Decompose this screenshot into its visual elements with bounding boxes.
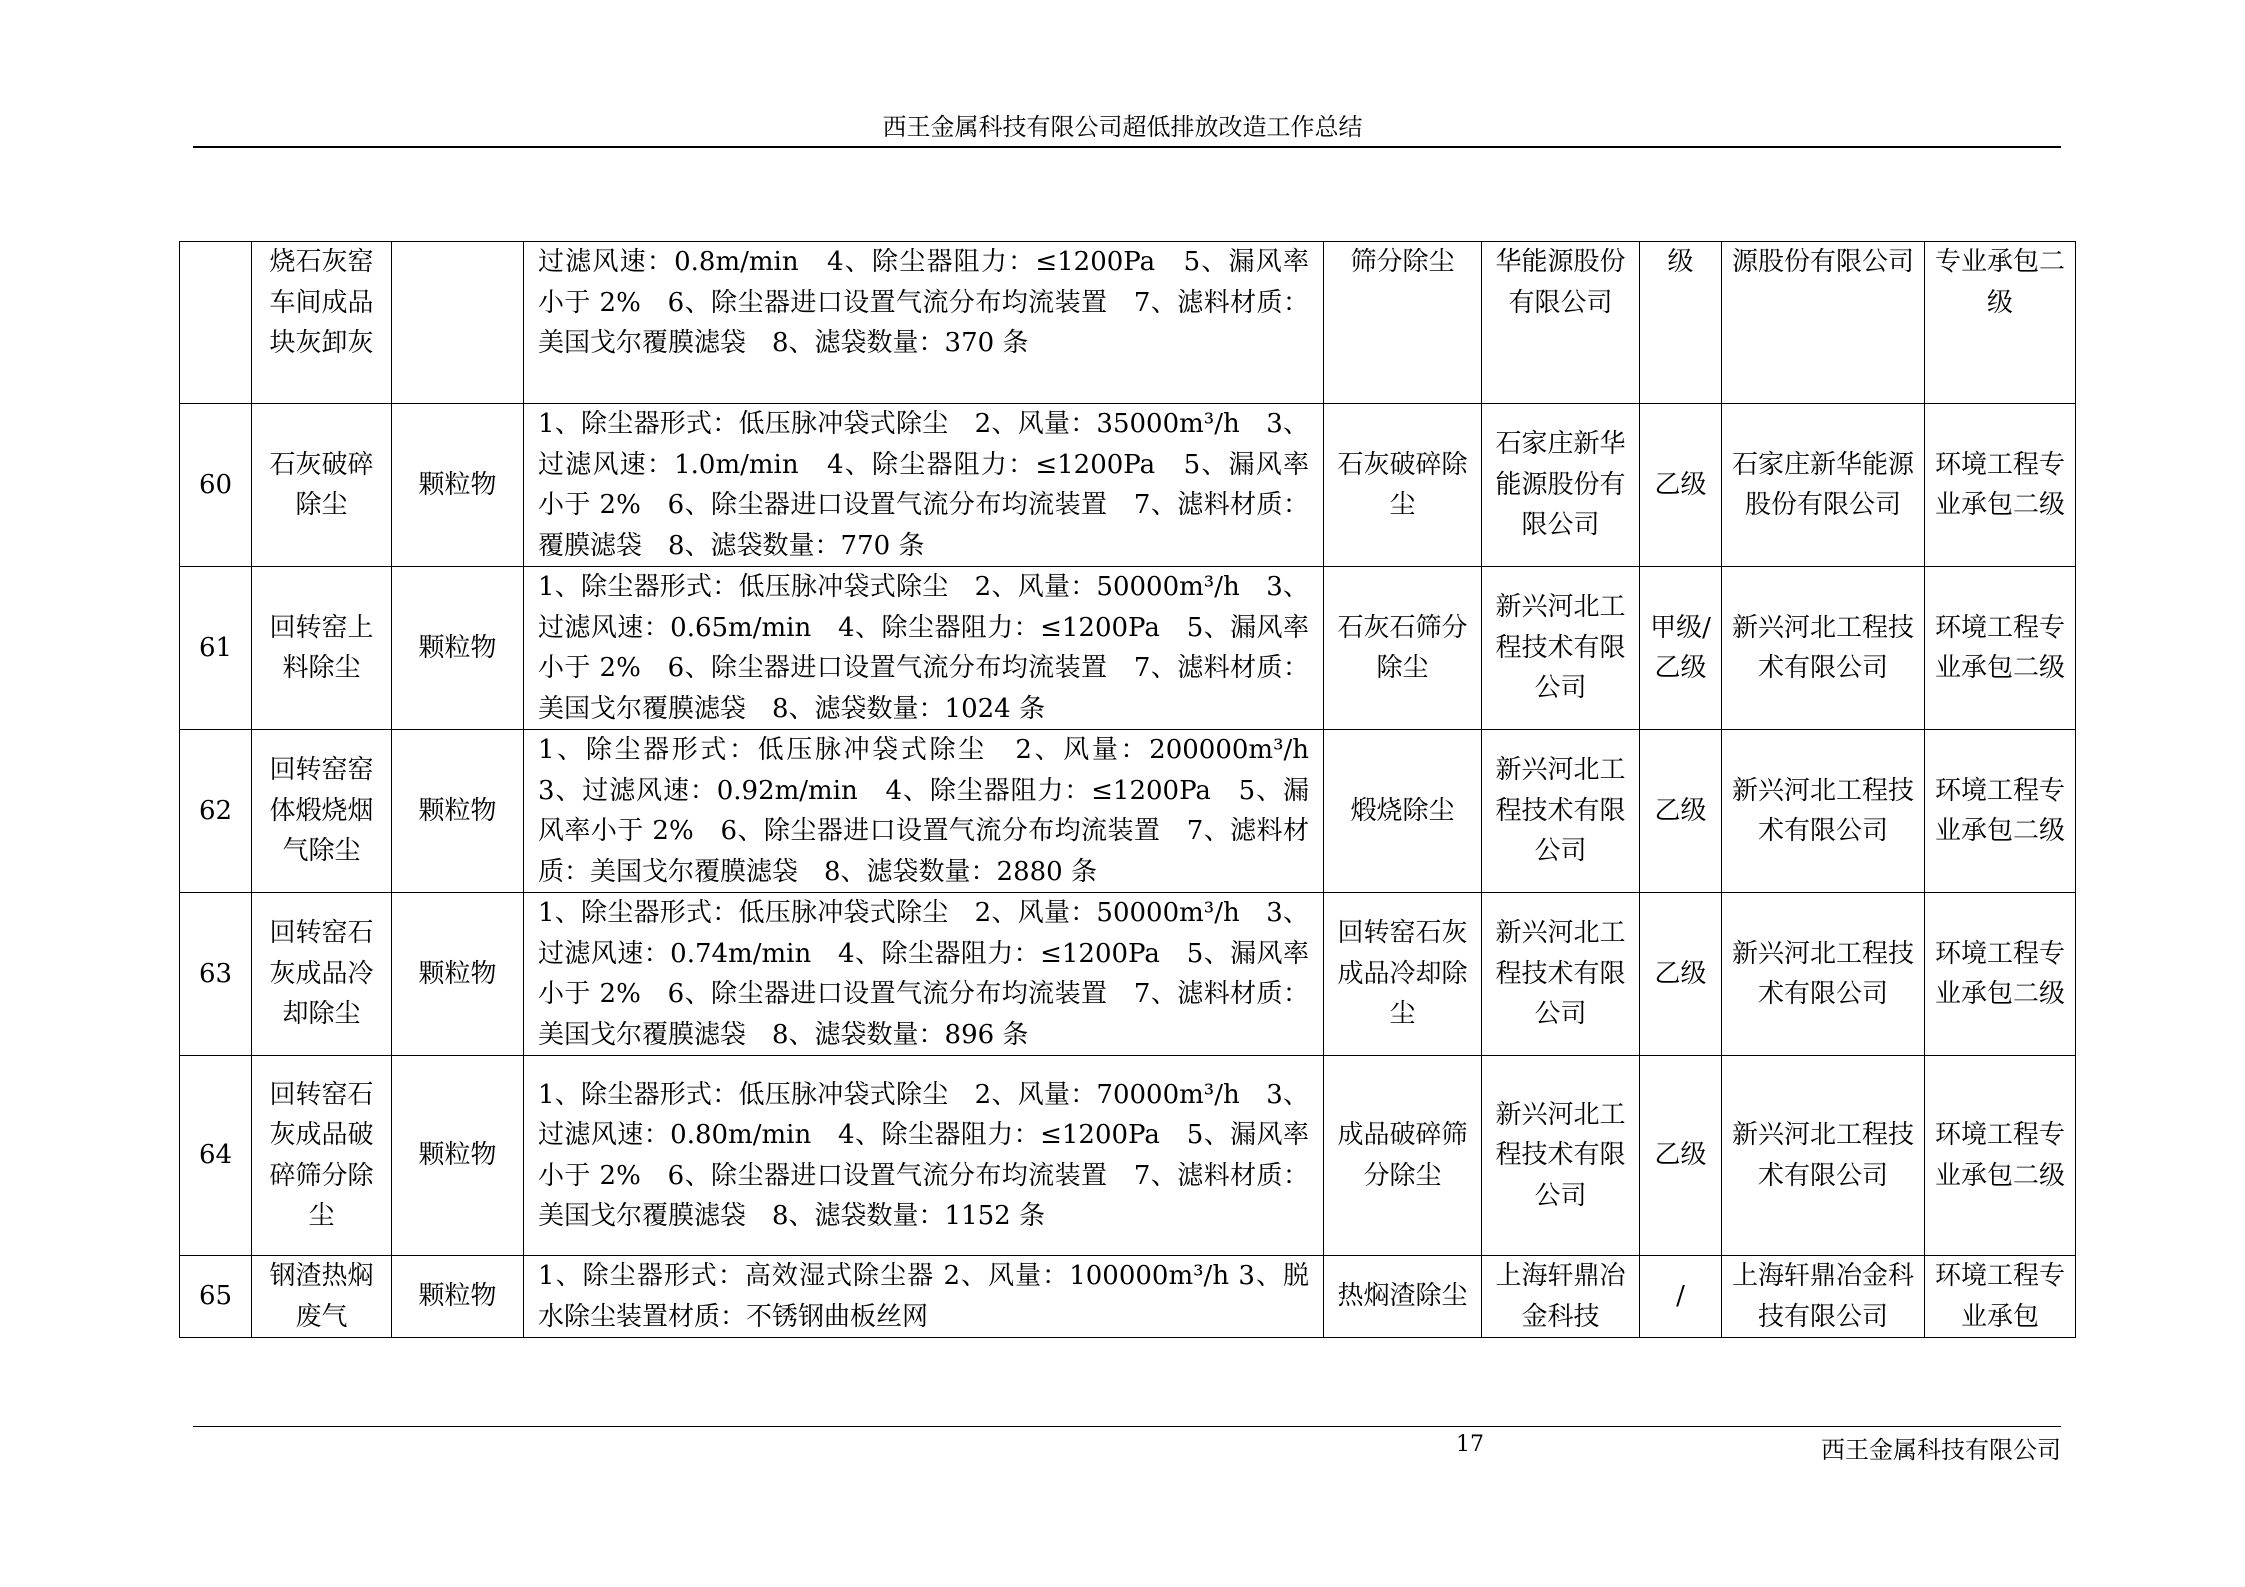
- equipment-description: 1、除尘器形式：低压脉冲袋式除尘 2、风量：70000m³/h 3、过滤风速：0.80m/min 4、除尘器阻力：≤1200Pa 5、漏风率小于 2% 6、除尘器进口设置气流分布均流装置 7、滤料材质：美国戈尔覆膜滤袋 8、滤袋数量：1152 条: [524, 1056, 1324, 1256]
- table-row: [180, 1256, 2076, 1338]
- facility-name: 热焖渣除尘: [1324, 1256, 1482, 1338]
- table-row: [180, 893, 2076, 1056]
- table-row: [180, 567, 2076, 730]
- construction-company: 源股份有限公司: [1722, 242, 1925, 404]
- facility-name: 筛分除尘: [1324, 242, 1482, 404]
- row-number: 61: [180, 567, 252, 730]
- facility-name: 石灰破碎除尘: [1324, 404, 1482, 567]
- design-grade: 级: [1640, 242, 1722, 404]
- page-number: 17: [1456, 1432, 1484, 1457]
- construction-company: 石家庄新华能源股份有限公司: [1722, 404, 1925, 567]
- contractor-qualification: 环境工程专业承包二级: [1925, 404, 2076, 567]
- row-number: 62: [180, 730, 252, 893]
- process-name: 烧石灰窑车间成品块灰卸灰: [252, 242, 392, 404]
- design-grade: 乙级: [1640, 730, 1722, 893]
- header-divider: [193, 146, 2061, 148]
- table-row: [180, 730, 2076, 893]
- pollutant: 颗粒物: [392, 893, 524, 1056]
- row-number: [180, 242, 252, 404]
- pollutant: 颗粒物: [392, 730, 524, 893]
- design-grade: 甲级/乙级: [1640, 567, 1722, 730]
- page-header-title: 西王金属科技有限公司超低排放改造工作总结: [882, 113, 1363, 141]
- design-grade: 乙级: [1640, 404, 1722, 567]
- equipment-description: 1、除尘器形式：低压脉冲袋式除尘 2、风量：50000m³/h 3、过滤风速：0.65m/min 4、除尘器阻力：≤1200Pa 5、漏风率小于 2% 6、除尘器进口设置气流分布均流装置 7、滤料材质：美国戈尔覆膜滤袋 8、滤袋数量：1024 条: [524, 567, 1324, 730]
- facility-name: 成品破碎筛分除尘: [1324, 1056, 1482, 1256]
- design-company: 石家庄新华能源股份有限公司: [1482, 404, 1640, 567]
- row-number: 60: [180, 404, 252, 567]
- table-row: [180, 1056, 2076, 1256]
- equipment-description: 过滤风速：0.8m/min 4、除尘器阻力：≤1200Pa 5、漏风率小于 2% 6、除尘器进口设置气流分布均流装置 7、滤料材质：美国戈尔覆膜滤袋 8、滤袋数量：370 条: [524, 242, 1324, 404]
- design-grade: 乙级: [1640, 1056, 1722, 1256]
- pollutant: 颗粒物: [392, 404, 524, 567]
- pollutant: 颗粒物: [392, 1056, 524, 1256]
- design-grade: /: [1640, 1256, 1722, 1338]
- design-company: 华能源股份有限公司: [1482, 242, 1640, 404]
- construction-company: 新兴河北工程技术有限公司: [1722, 730, 1925, 893]
- equipment-description: 1、除尘器形式：低压脉冲袋式除尘 2、风量：200000m³/h 3、过滤风速：0.92m/min 4、除尘器阻力：≤1200Pa 5、漏风率小于 2% 6、除尘器进口设置气流分布均流装置 7、滤料材质：美国戈尔覆膜滤袋 8、滤袋数量：2880 条: [524, 730, 1324, 893]
- design-company: 新兴河北工程技术有限公司: [1482, 1056, 1640, 1256]
- design-company: 新兴河北工程技术有限公司: [1482, 567, 1640, 730]
- pollutant: 颗粒物: [392, 1256, 524, 1338]
- process-name: 回转窑上料除尘: [252, 567, 392, 730]
- contractor-qualification: 环境工程专业承包二级: [1925, 567, 2076, 730]
- design-company: 上海轩鼎冶金科技: [1482, 1256, 1640, 1338]
- construction-company: 新兴河北工程技术有限公司: [1722, 567, 1925, 730]
- process-name: 钢渣热焖废气: [252, 1256, 392, 1338]
- row-number: 63: [180, 893, 252, 1056]
- contractor-qualification: 环境工程专业承包: [1925, 1256, 2076, 1338]
- equipment-description: 1、除尘器形式：低压脉冲袋式除尘 2、风量：35000m³/h 3、过滤风速：1.0m/min 4、除尘器阻力：≤1200Pa 5、漏风率小于 2% 6、除尘器进口设置气流分布均流装置 7、滤料材质：覆膜滤袋 8、滤袋数量：770 条: [524, 404, 1324, 567]
- row-number: 65: [180, 1256, 252, 1338]
- footer-company-name: 西王金属科技有限公司: [1821, 1436, 2061, 1464]
- equipment-description: 1、除尘器形式：高效湿式除尘器 2、风量：100000m³/h 3、脱水除尘装置材质：不锈钢曲板丝网: [524, 1256, 1324, 1338]
- row-number: 64: [180, 1056, 252, 1256]
- equipment-description: 1、除尘器形式：低压脉冲袋式除尘 2、风量：50000m³/h 3、过滤风速：0.74m/min 4、除尘器阻力：≤1200Pa 5、漏风率小于 2% 6、除尘器进口设置气流分布均流装置 7、滤料材质：美国戈尔覆膜滤袋 8、滤袋数量：896 条: [524, 893, 1324, 1056]
- contractor-qualification: 环境工程专业承包二级: [1925, 730, 2076, 893]
- facility-name: 回转窑石灰成品冷却除尘: [1324, 893, 1482, 1056]
- design-company: 新兴河北工程技术有限公司: [1482, 893, 1640, 1056]
- footer-divider: [193, 1426, 2061, 1427]
- pollutant: [392, 242, 524, 404]
- construction-company: 上海轩鼎冶金科技有限公司: [1722, 1256, 1925, 1338]
- contractor-qualification: 专业承包二级: [1925, 242, 2076, 404]
- construction-company: 新兴河北工程技术有限公司: [1722, 893, 1925, 1056]
- table-row: [180, 242, 2076, 404]
- contractor-qualification: 环境工程专业承包二级: [1925, 1056, 2076, 1256]
- design-grade: 乙级: [1640, 893, 1722, 1056]
- facility-name: 煅烧除尘: [1324, 730, 1482, 893]
- facility-name: 石灰石筛分除尘: [1324, 567, 1482, 730]
- emission-equipment-table: [179, 241, 2076, 1338]
- process-name: 回转窑石灰成品冷却除尘: [252, 893, 392, 1056]
- process-name: 回转窑窑体煅烧烟气除尘: [252, 730, 392, 893]
- design-company: 新兴河北工程技术有限公司: [1482, 730, 1640, 893]
- contractor-qualification: 环境工程专业承包二级: [1925, 893, 2076, 1056]
- construction-company: 新兴河北工程技术有限公司: [1722, 1056, 1925, 1256]
- process-name: 回转窑石灰成品破碎筛分除尘: [252, 1056, 392, 1256]
- pollutant: 颗粒物: [392, 567, 524, 730]
- process-name: 石灰破碎除尘: [252, 404, 392, 567]
- table-row: [180, 404, 2076, 567]
